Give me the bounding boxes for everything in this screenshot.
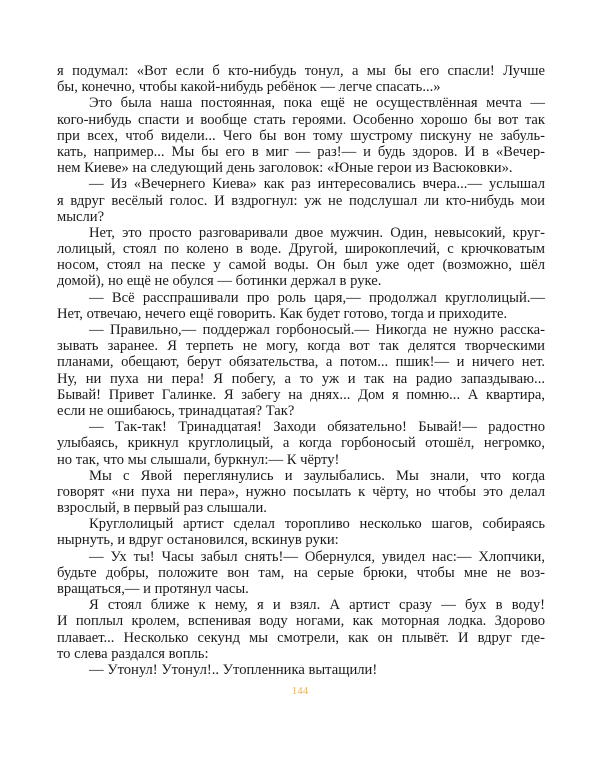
book-page-text <box>57 63 545 678</box>
text-line: бы, конечно, чтобы какой-нибудь ребёнок — легче спасать...» <box>57 79 441 96</box>
text-line: носом, стоял на песке у самой воды. Он был уже одет (возможно, шёл <box>57 257 545 274</box>
text-line: взрослый, в первый раз слышали. <box>57 500 267 517</box>
text-line: — Ух ты! Часы забыл снять!— Обернулся, увидел нас:— Хлопчики, <box>89 548 545 565</box>
text-line: — Из «Вечернего Киева» как раз интересовались вчера...— услышал <box>89 176 545 193</box>
text-line: Мы с Явой переглянулись и заулыбались. Мы знали, что когда <box>89 467 545 484</box>
text-line: зывать заранее. Я терпеть не могу, когда вот так делятся творческими <box>57 338 545 355</box>
text-line: я вдруг весёлый голос. И вздрогнул: уж не подслушал ли кто-нибудь мои <box>57 192 545 209</box>
text-line: но так, что мы слышали, буркнул:— К чёрту! <box>57 451 340 468</box>
text-line: — Так-так! Тринадцатая! Заходи обязательно! Бывай!— радостно <box>89 419 545 436</box>
text-line: мысли? <box>57 208 105 225</box>
text-line: домой), но ещё не обулся — ботинки держал в руке. <box>57 273 382 290</box>
text-line: Нет, отвечаю, нечего ещё говорить. Как будет готово, тогда и приходите. <box>57 305 508 322</box>
text-line: лолицый, стоял по колено в воде. Другой, широкоплечий, с крючковатым <box>57 241 545 258</box>
text-line: если не ошибаюсь, тринадцатая? Так? <box>57 402 295 419</box>
text-line: вращаться,— и протянул часы. <box>57 581 249 597</box>
text-line: — Утонул! Утонул!.. Утопленника вытащили! <box>89 661 378 678</box>
text-line: — Всё расспрашивали про роль царя,— продолжал круглолицый.— <box>89 289 545 306</box>
text-line: Бывай! Привет Галинке. Я забегу на днях... Дом я помню... А квартира, <box>57 386 545 403</box>
text-line: говорят «ни пуха ни пера», нужно посылать к чёрту, но чтобы это делал <box>57 483 545 500</box>
page-number: 144 <box>291 685 309 697</box>
text-line: планами, обещают, берут обязательства, а потом... пшик!— и ничего нет. <box>57 354 545 371</box>
text-line: будьте добры, положите вон там, на серые брюки, чтобы мне не воз- <box>57 564 545 581</box>
text-line: Ну, ни пуха ни пера! Я побегу, а то уж и так на радио запаздываю... <box>57 370 545 387</box>
text-line: Нет, это просто разговаривали двое мужчин. Один, невысокий, круг- <box>89 224 545 241</box>
text-line: — Правильно,— поддержал горбоносый.— Никогда не нужно расска- <box>89 322 545 338</box>
text-line: кать, например... Мы бы его в миг — раз!— и будь здоров. И в «Вечер- <box>57 143 545 160</box>
text-line: нем Киеве» на следующий день заголовок: «Юные герои из Васюковки». <box>57 160 513 177</box>
text-line: Это была наша постоянная, пока ещё не осуществлённая мечта — <box>89 95 545 112</box>
text-line: И поплыл кролем, вспенивая воду ногами, как моторная лодка. Здорово <box>57 613 545 630</box>
text-line: плавает... Несколько секунд мы смотрели, как он плывёт. И вдруг где- <box>57 629 545 646</box>
text-line: то слева раздался вопль: <box>57 645 209 662</box>
text-line: при всех, чтоб видели... Чего бы вон тому шустрому пискуну не забуль- <box>57 127 545 144</box>
text-line: Круглолицый артист сделал торопливо несколько шагов, собираясь <box>89 516 545 533</box>
text-line: улыбаясь, крикнул круглолицый, а когда горбоносый отошёл, негромко, <box>57 435 545 452</box>
text-line: Я стоял ближе к нему, я и взял. А артист сразу — бух в воду! <box>89 597 545 614</box>
text-line: нырнуть, и вдруг остановился, вскинув руки: <box>57 532 339 549</box>
text-line: кого-нибудь спасти и вообще стать героями. Особенно хорошо бы вот так <box>57 111 545 128</box>
text-line: я подумал: «Вот если б кто-нибудь тонул, а мы бы его спасли! Лучше <box>57 63 545 79</box>
